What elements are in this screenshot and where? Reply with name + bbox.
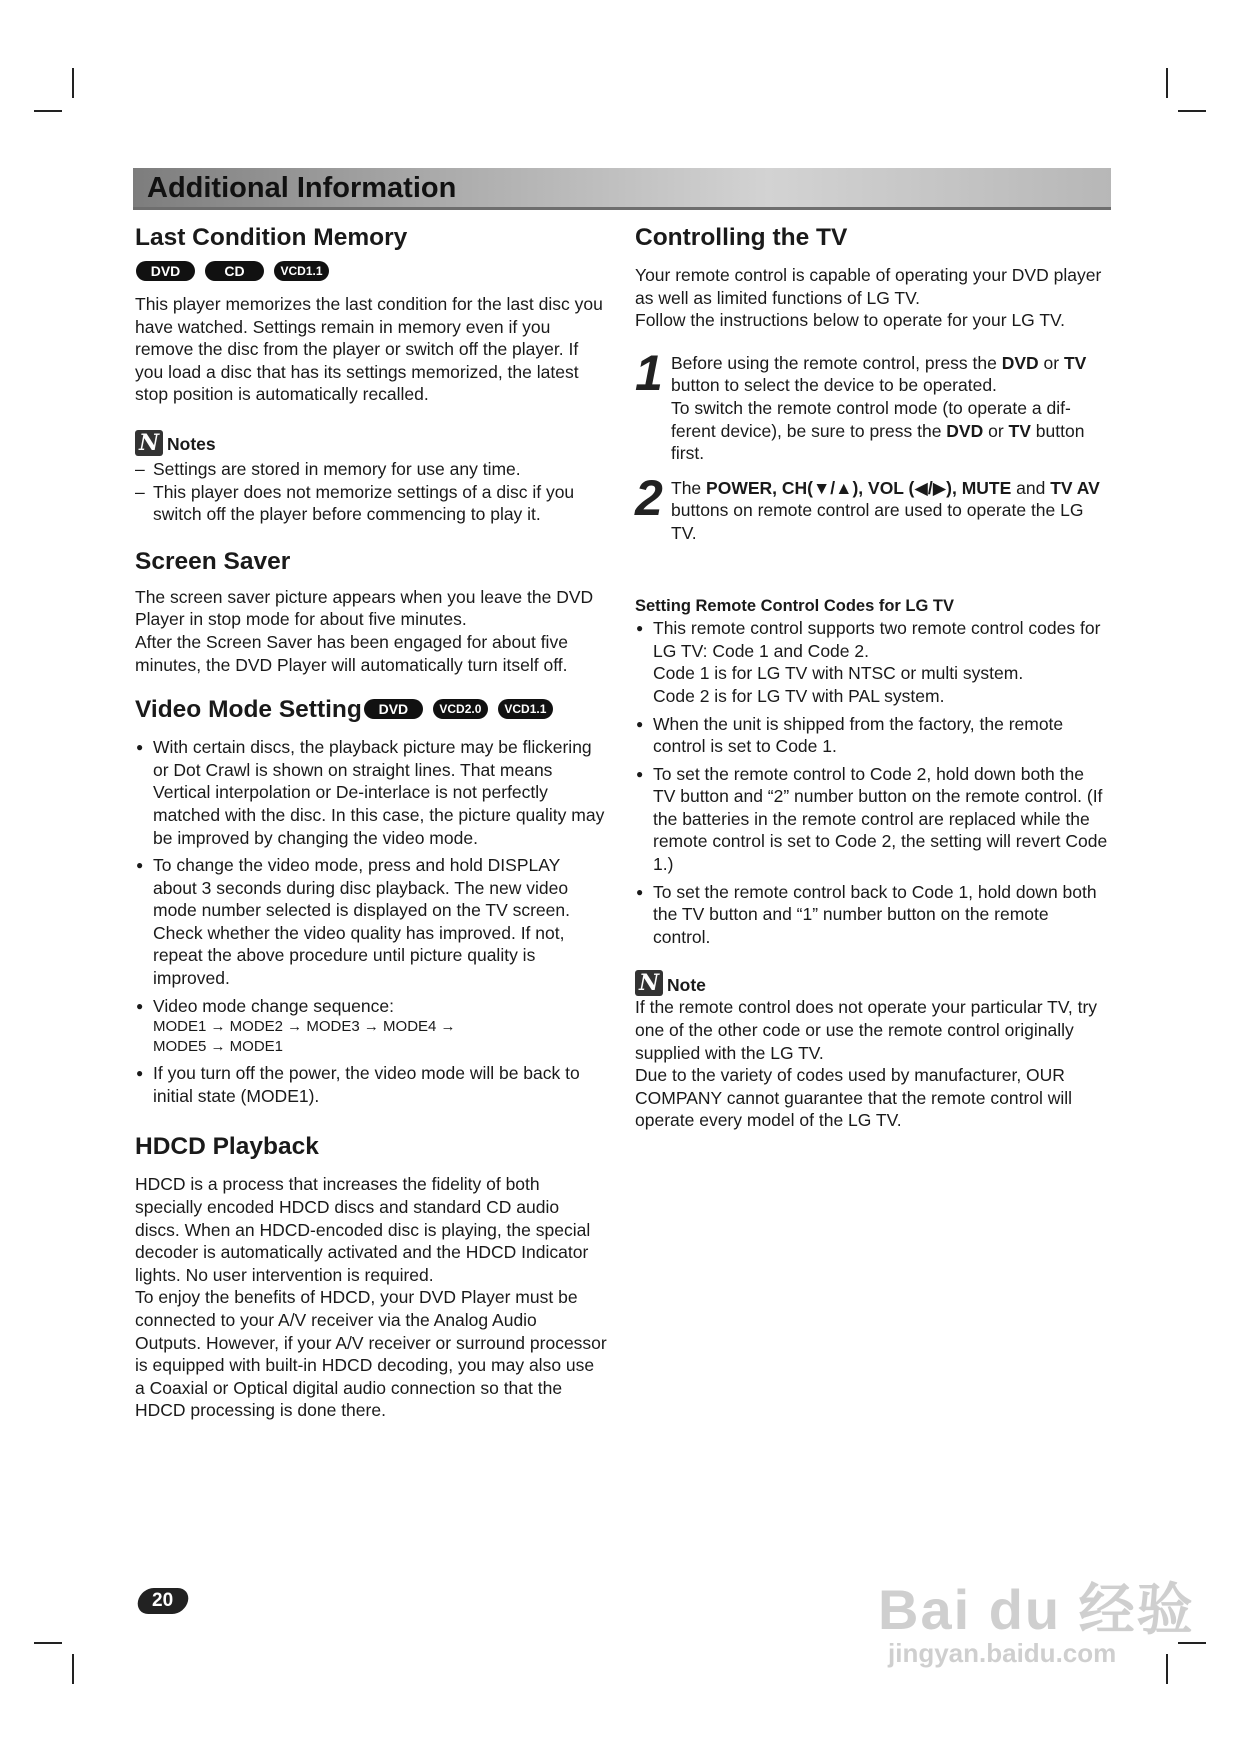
heading-screen-saver: Screen Saver bbox=[135, 547, 291, 575]
crop-mark bbox=[72, 1654, 74, 1684]
note-icon: N bbox=[635, 970, 663, 996]
step-1-line: To switch the remote control mode (to operate a different device), be sure to press the DVD or TV button first. bbox=[671, 397, 1085, 464]
list-item: ● With certain discs, the playback picture may be flickering or Dot Crawl is shown on straight lines. That means Vertical interpolation or De-interlace is not perfectly matched with the disc. In this case, the picture quality may be improved by changing the video mode. bbox=[135, 736, 607, 849]
video-mode-title: Video Mode Setting bbox=[135, 696, 362, 724]
section-header-bar bbox=[133, 168, 1111, 210]
screen-saver-text-1: The screen saver picture appears when you leave the DVD Player in stop mode for about five minutes. bbox=[135, 586, 594, 630]
right-column bbox=[635, 222, 1109, 1132]
cd-badge: CD bbox=[205, 261, 264, 281]
note-item: – This player does not memorize settings of a disc if you switch off the player before commencing to play it. bbox=[135, 481, 607, 526]
note-item: – Settings are stored in memory for use any time. bbox=[135, 458, 607, 481]
step-2-line: The POWER, CH(▼/▲), VOL (◀/▶), MUTE and TV AV buttons on remote control are used to operate the LG TV. bbox=[671, 477, 1100, 543]
screen-saver-text-2: After the Screen Saver has been engaged for about five minutes, the DVD Player will automatically turn itself off. bbox=[135, 631, 568, 675]
list-item: ● To set the remote control back to Code 1, hold down both the TV button and “1” number button on the remote control. bbox=[635, 881, 1109, 949]
step-1 bbox=[635, 344, 1109, 465]
dvd-badge: DVD bbox=[136, 261, 195, 281]
heading-last-condition: Last Condition Memory bbox=[135, 224, 408, 251]
crop-mark bbox=[1166, 68, 1168, 98]
notes-list bbox=[135, 458, 607, 526]
left-column bbox=[135, 222, 607, 1422]
list-item: ● When the unit is shipped from the factory, the remote control is set to Code 1. bbox=[635, 713, 1109, 758]
mode-sequence-2: MODE5 → MODE1 bbox=[153, 1038, 284, 1056]
step-1-line: Before using the remote control, press the DVD or TV button to select the device to be operated. bbox=[671, 352, 1087, 396]
disc-badges bbox=[136, 261, 607, 281]
step-number: 2 bbox=[635, 469, 663, 526]
notes-heading bbox=[135, 430, 607, 456]
page-number: 20 bbox=[135, 1588, 191, 1614]
codes-heading: Setting Remote Control Codes for LG TV bbox=[635, 596, 955, 615]
codes-list bbox=[635, 617, 1109, 948]
heading-hdcd: HDCD Playback bbox=[135, 1133, 319, 1161]
note-text-2: Due to the variety of codes used by manufacturer, OUR COMPANY cannot guarantee that the remote control will operate every model of the LG TV. bbox=[635, 1065, 1073, 1131]
crop-mark bbox=[1178, 110, 1206, 112]
crop-mark bbox=[34, 110, 62, 112]
note-text-1: If the remote control does not operate your particular TV, try one of the other code or use the remote control originally supplied with the LG TV. bbox=[635, 997, 1098, 1063]
watermark-brand: Bai du 经验 bbox=[878, 1578, 1195, 1641]
crop-mark bbox=[34, 1642, 62, 1644]
list-item bbox=[135, 995, 607, 1058]
hdcd-text-2: To enjoy the benefits of HDCD, your DVD Player must be connected to your A/V receiver via the Analog Audio Outputs. However, if your A/V receiver or surround processor is equipped with built-in HDCD decoding, you may also use a Coaxial or Optical digital audio connection so that the HDCD processing is done there. bbox=[135, 1287, 607, 1421]
last-condition-text: This player memorizes the last condition for the last disc you have watched. Settings remain in memory even if you remove the disc from the player or switch off the player. If you load a disc that has its settings memorized, the latest stop position is automatically recalled. bbox=[135, 294, 603, 405]
sequence-label: Video mode change sequence: bbox=[153, 995, 394, 1016]
video-mode-list bbox=[135, 736, 607, 1107]
notes-label: Notes bbox=[167, 434, 216, 455]
vcd11-badge: VCD1.1 bbox=[274, 261, 329, 281]
vcd20-badge: VCD2.0 bbox=[433, 699, 488, 719]
list-item: ● To set the remote control to Code 2, hold down both the TV button and “2” number button on the remote control. (If the batteries in the remote control are replaced while the remote control is set to Code 2, the setting will revert Code 1.) bbox=[635, 763, 1109, 876]
controlling-intro-2: Follow the instructions below to operate for your LG TV. bbox=[635, 310, 1065, 331]
note-label: Note bbox=[667, 974, 706, 995]
heading-controlling-tv: Controlling the TV bbox=[635, 224, 848, 251]
watermark bbox=[878, 1578, 1195, 1668]
hdcd-text-1: HDCD is a process that increases the fidelity of both specially encoded HDCD discs and standard CD audio discs. When an HDCD-encoded disc is playing, the special decoder is automatically activated and the HDCD Indicator lights. No user intervention is required. bbox=[135, 1174, 591, 1285]
watermark-url: jingyan.baidu.com bbox=[888, 1638, 1117, 1668]
dvd-badge: DVD bbox=[364, 699, 423, 719]
crop-mark bbox=[72, 68, 74, 98]
video-mode-badges bbox=[364, 699, 553, 719]
list-item: ● To change the video mode, press and hold DISPLAY about 3 seconds during disc playback. The new video mode number selected is displayed on the TV screen. Check whether the video quality has improved. If not, repeat the above procedure until picture quality is improved. bbox=[135, 854, 607, 990]
mode-sequence-1: MODE1 → MODE2 → MODE3 → MODE4 → bbox=[153, 1018, 456, 1036]
step-number: 1 bbox=[635, 344, 663, 401]
list-item: ● If you turn off the power, the video mode will be back to initial state (MODE1). bbox=[135, 1062, 607, 1107]
note-icon: N bbox=[135, 430, 163, 456]
note-heading bbox=[635, 970, 1109, 996]
vcd11-badge: VCD1.1 bbox=[498, 699, 553, 719]
page-title: Additional Information bbox=[147, 172, 457, 204]
step-2 bbox=[635, 469, 1109, 545]
list-item: ● This remote control supports two remote control codes for LG TV: Code 1 and Code 2. Code 1 is for LG TV with NTSC or multi system. Code 2 is for LG TV with PAL system. bbox=[635, 617, 1109, 707]
controlling-intro-1: Your remote control is capable of operating your DVD player as well as limited functions of LG TV. bbox=[635, 265, 1102, 308]
heading-video-mode bbox=[135, 694, 607, 726]
